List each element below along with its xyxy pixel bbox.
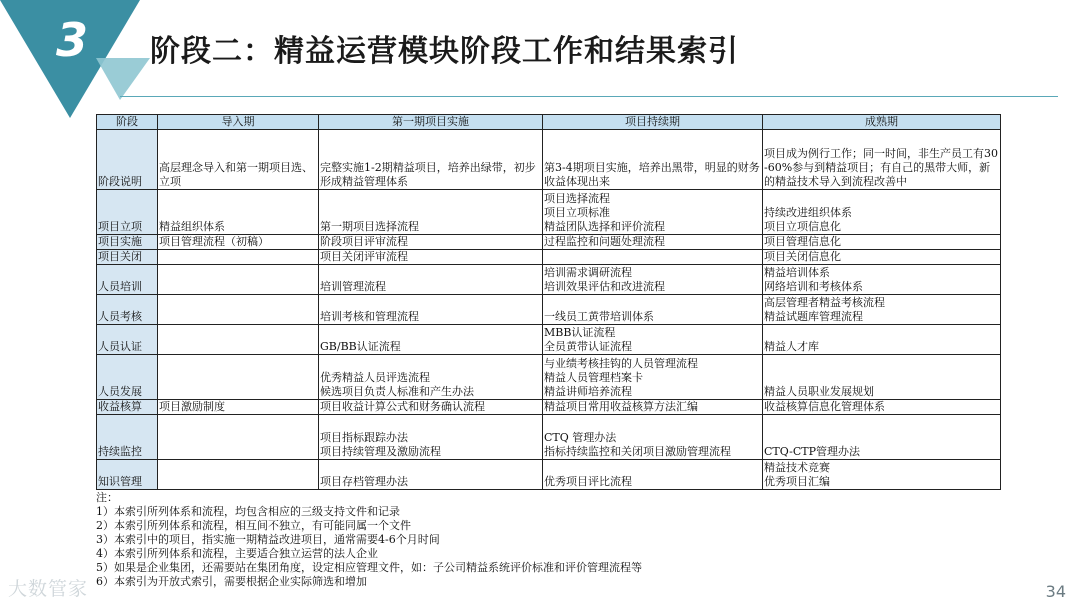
table-cell: 项目管理流程（初稿） xyxy=(158,235,319,250)
note-item: 4）本索引所列体系和流程，主要适合独立运营的法人企业 xyxy=(96,547,378,560)
table-cell: CTQ-CTP管理办法 xyxy=(763,415,1001,460)
table-header-row xyxy=(97,115,1001,130)
table-cell: 收益核算信息化管理体系 xyxy=(763,400,1001,415)
table-cell: 项目关闭评审流程 xyxy=(319,250,543,265)
table-cell: 精益人员职业发展规划 xyxy=(763,355,1001,400)
table-cell: 高层管理者精益考核流程 精益试题库管理流程 xyxy=(763,295,1001,325)
table-cell: 项目激励制度 xyxy=(158,400,319,415)
table-cell: 完整实施1-2期精益项目，培养出绿带，初步形成精益管理体系 xyxy=(319,130,543,190)
table-row xyxy=(97,460,1001,490)
row-label: 持续监控 xyxy=(97,415,158,460)
table-cell xyxy=(543,250,763,265)
note-item: 1）本索引所列体系和流程，均包含相应的三级支持文件和记录 xyxy=(96,505,400,518)
table-cell: 项目收益计算公式和财务确认流程 xyxy=(319,400,543,415)
page-number: 34 xyxy=(1045,582,1066,601)
row-label: 项目实施 xyxy=(97,235,158,250)
table-cell: 精益培训体系 网络培训和考核体系 xyxy=(763,265,1001,295)
table-cell xyxy=(158,265,319,295)
row-label: 人员考核 xyxy=(97,295,158,325)
notes-label: 注： xyxy=(96,491,118,504)
table-row xyxy=(97,250,1001,265)
note-item: 5）如果是企业集团，还需要站在集团角度，设定相应管理文件，如：子公司精益系统评价标准和评价管理流程等 xyxy=(96,561,642,574)
table-cell xyxy=(158,295,319,325)
table-cell: 第3-4期项目实施，培养出黑带，明显的财务收益体现出来 xyxy=(543,130,763,190)
table-row xyxy=(97,235,1001,250)
table-cell: GB/BB认证流程 xyxy=(319,325,543,355)
table-row xyxy=(97,130,1001,190)
section-number: 3 xyxy=(55,13,88,67)
note-item: 2）本索引所列体系和流程，相互间不独立，有可能同属一个文件 xyxy=(96,519,411,532)
col-header-intro: 导入期 xyxy=(158,115,319,130)
table-cell: 项目指标跟踪办法 项目持续管理及激励流程 xyxy=(319,415,543,460)
table-cell: 精益技术竞赛 优秀项目汇编 xyxy=(763,460,1001,490)
table-row xyxy=(97,400,1001,415)
note-item: 6）本索引为开放式索引，需要根据企业实际筛选和增加 xyxy=(96,575,367,588)
table-cell xyxy=(158,250,319,265)
table-cell xyxy=(158,460,319,490)
table-cell: 项目选择流程 项目立项标准 精益团队选择和评价流程 xyxy=(543,190,763,235)
table-cell: 一线员工黄带培训体系 xyxy=(543,295,763,325)
col-header-stage: 阶段 xyxy=(97,115,158,130)
table-cell xyxy=(158,355,319,400)
table-cell: 项目关闭信息化 xyxy=(763,250,1001,265)
table-cell: 项目管理信息化 xyxy=(763,235,1001,250)
table-row xyxy=(97,190,1001,235)
title-divider xyxy=(120,96,1058,97)
col-header-phase1: 第一期项目实施 xyxy=(319,115,543,130)
table-cell: 阶段项目评审流程 xyxy=(319,235,543,250)
table-cell: 高层理念导入和第一期项目选、立项 xyxy=(158,130,319,190)
table-row xyxy=(97,415,1001,460)
row-label: 人员认证 xyxy=(97,325,158,355)
table-cell: 精益项目常用收益核算方法汇编 xyxy=(543,400,763,415)
table-cell: 精益人才库 xyxy=(763,325,1001,355)
col-header-mature: 成熟期 xyxy=(763,115,1001,130)
table-cell: 优秀精益人员评选流程 候选项目负责人标准和产生办法 xyxy=(319,355,543,400)
table-cell: 培训管理流程 xyxy=(319,265,543,295)
table-cell: 第一期项目选择流程 xyxy=(319,190,543,235)
col-header-sustain: 项目持续期 xyxy=(543,115,763,130)
table-cell: 项目存档管理办法 xyxy=(319,460,543,490)
table-cell: 持续改进组织体系 项目立项信息化 xyxy=(763,190,1001,235)
table-cell: 培训需求调研流程 培训效果评估和改进流程 xyxy=(543,265,763,295)
table-cell: CTQ 管理办法 指标持续监控和关闭项目激励管理流程 xyxy=(543,415,763,460)
table-row xyxy=(97,355,1001,400)
table-cell: 优秀项目评比流程 xyxy=(543,460,763,490)
table-row xyxy=(97,265,1001,295)
table-cell: MBB认证流程 全员黄带认证流程 xyxy=(543,325,763,355)
table-cell xyxy=(158,325,319,355)
stage-index-table xyxy=(96,114,1001,490)
table-notes xyxy=(96,491,642,589)
table-cell: 项目成为例行工作；同一时间，非生产员工有30-60%参与到精益项目；有自己的黑带大师，新的精益技术导入到流程改善中 xyxy=(763,130,1001,190)
row-label: 阶段说明 xyxy=(97,130,158,190)
table-cell xyxy=(158,415,319,460)
page-title: 阶段二：精益运营模块阶段工作和结果索引 xyxy=(150,34,739,69)
row-label: 人员培训 xyxy=(97,265,158,295)
row-label: 项目关闭 xyxy=(97,250,158,265)
table-row xyxy=(97,325,1001,355)
watermark: 大数管家 xyxy=(8,578,89,600)
note-item: 3）本索引中的项目，指实施一期精益改进项目，通常需要4-6个月时间 xyxy=(96,533,440,546)
table-cell: 精益组织体系 xyxy=(158,190,319,235)
table-row xyxy=(97,295,1001,325)
row-label: 收益核算 xyxy=(97,400,158,415)
row-label: 人员发展 xyxy=(97,355,158,400)
table-cell: 过程监控和问题处理流程 xyxy=(543,235,763,250)
table-cell: 培训考核和管理流程 xyxy=(319,295,543,325)
table-cell: 与业绩考核挂钩的人员管理流程 精益人员管理档案卡 精益讲师培养流程 xyxy=(543,355,763,400)
row-label: 知识管理 xyxy=(97,460,158,490)
row-label: 项目立项 xyxy=(97,190,158,235)
